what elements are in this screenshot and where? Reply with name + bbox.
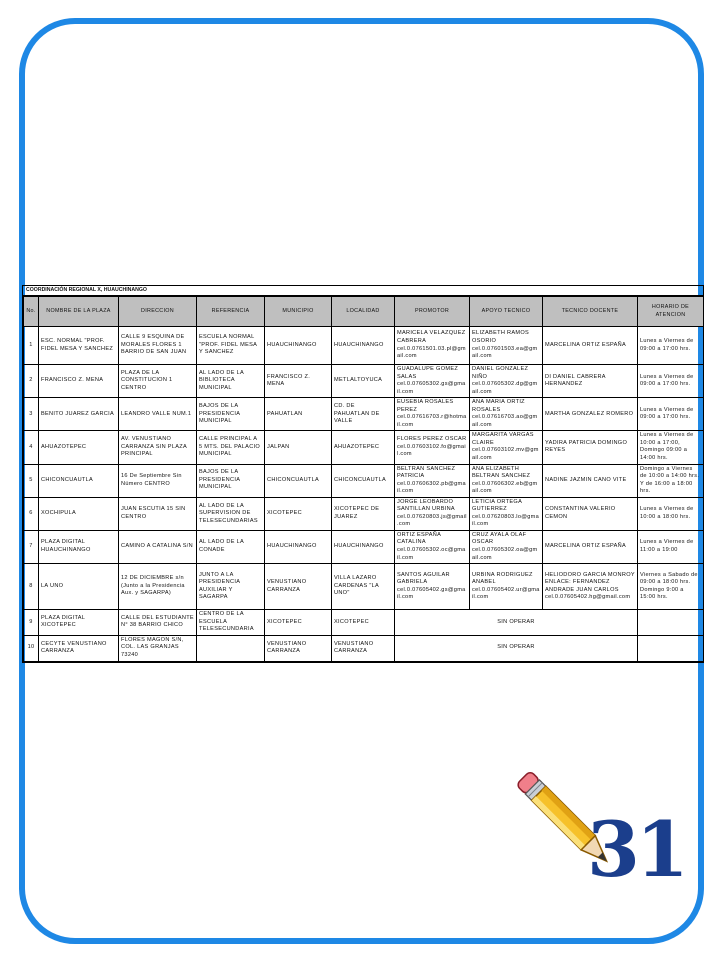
table-cell: JALPAN (265, 431, 332, 464)
table-cell: MARGARITA VARGAS CLAIRE cel.0.07603102.mv@gmail.com (470, 431, 543, 464)
table-row (24, 365, 704, 398)
table-cell: PAHUATLAN (265, 398, 332, 431)
table-cell: DANIEL GONZALEZ NIÑO cel.0.07605302.dg@gmail.com (470, 365, 543, 398)
table-cell: ANA MARIA ORTIZ ROSALES cel.0.07616703.ao@gmail.com (470, 398, 543, 431)
table-cell (638, 635, 704, 661)
plazas-table (23, 296, 704, 662)
table-cell: ESCUELA NORMAL "PROF. FIDEL MESA Y SANCHEZ (197, 327, 265, 365)
table-cell: BELTRAN SANCHEZ PATRICIA cel.0.07606302.pb@gmail.com (395, 464, 470, 497)
table-cell: 1 (24, 327, 39, 365)
table-cell: XOCHIPULA (39, 497, 119, 530)
table-cell: LA UNO (39, 564, 119, 610)
table-row (24, 610, 704, 636)
table-cell: CHICONCUAUTLA (332, 464, 395, 497)
table-header-row (24, 297, 704, 327)
col-header: TECNICO DOCENTE (543, 297, 638, 327)
table-cell: BAJOS DE LA PRESIDENCIA MUNICIPAL (197, 464, 265, 497)
table-cell: VILLA LAZARO CARDENAS "LA UNO" (332, 564, 395, 610)
table-cell: CONSTANTINA VALERIO CEMON (543, 497, 638, 530)
table-cell: CAMINO A CATALINA S/N (119, 530, 197, 563)
table-cell: Viernes a Sabado de 09:00 a 18:00 hrs. Domingo 9:00 a 15:00 hrs. (638, 564, 704, 610)
table-cell: CD. DE PAHUATLAN DE VALLE (332, 398, 395, 431)
col-header: LOCALIDAD (332, 297, 395, 327)
table-cell: AL LADO DE LA SUPERVISION DE TELESECUNDARIAS (197, 497, 265, 530)
table-row (24, 398, 704, 431)
table-cell: ESC. NORMAL "PROF. FIDEL MESA Y SANCHEZ (39, 327, 119, 365)
table-cell: Lunes a Viernes de 11:00 a 19:00 (638, 530, 704, 563)
table-cell: FLORES MAGON S/N, COL. LAS GRANJAS 73240 (119, 635, 197, 661)
page-number: 31 (587, 805, 685, 894)
table-cell: Lunes a Viernes de 09:00 a 17:00 hrs. (638, 398, 704, 431)
col-header: PROMOTOR (395, 297, 470, 327)
table-cell: 10 (24, 635, 39, 661)
table-cell: MARCELINA ORTIZ ESPAÑA (543, 530, 638, 563)
table-cell: YADIRA PATRICIA DOMINGO REYES (543, 431, 638, 464)
table-cell: SANTOS AGUILAR GABRIELA cel.0.07605402.gs@gmail.com (395, 564, 470, 610)
table-row (24, 497, 704, 530)
table-cell: CRUZ AYALA OLAF OSCAR cel.0.07605302.oa@gmail.com (470, 530, 543, 563)
table-cell: Lunes a Viernes de 10:00 a 17:00, Domingo 09:00 a 14:00 hrs. (638, 431, 704, 464)
table-cell: LEANDRO VALLE NUM.1 (119, 398, 197, 431)
table-cell: Lunes a Viernes de 10:00 a 18:00 hrs. (638, 497, 704, 530)
table-cell: HUAUCHINANGO (265, 327, 332, 365)
table-row (24, 564, 704, 610)
table-cell: ELIZABETH RAMOS OSORIO cel.0.07601503.ea@gmail.com (470, 327, 543, 365)
table-cell: DI DANIEL CABRERA HERNANDEZ (543, 365, 638, 398)
region-title: COORDINACIÓN REGIONAL X, HUAUCHINANGO (23, 286, 703, 296)
table-cell: XICOTEPEC (332, 610, 395, 636)
table-cell: METLALTOYUCA (332, 365, 395, 398)
table-cell: FRANCISCO Z. MENA (39, 365, 119, 398)
table-cell: PLAZA DIGITAL HUAUCHINANGO (39, 530, 119, 563)
table-cell: SIN OPERAR (395, 610, 638, 636)
table-cell: HUAUCHINANGO (265, 530, 332, 563)
table-cell: XICOTEPEC (265, 610, 332, 636)
table-cell: PLAZA DE LA CONSTITUCION 1 CENTRO (119, 365, 197, 398)
table-cell: AV. VENUSTIANO CARRANZA SIN PLAZA PRINCIPAL (119, 431, 197, 464)
table-cell: BAJOS DE LA PRESIDENCIA MUNICIPAL (197, 398, 265, 431)
table-cell: MARICELA VELAZQUEZ CABRERA cel.0.0761501.03.pl@gmail.com (395, 327, 470, 365)
table-row (24, 327, 704, 365)
table-cell (638, 610, 704, 636)
table-cell: AL LADO DE LA CONADE (197, 530, 265, 563)
table-cell: Domingo a Viernes de 10:00 a 14:00 hrs. Y de 16:00 a 18:00 hrs. (638, 464, 704, 497)
col-header: HORARIO DE ATENCION (638, 297, 704, 327)
coordination-table-section (22, 285, 704, 663)
table-cell: JUAN ESCUTIA 15 SIN CENTRO (119, 497, 197, 530)
table-cell: GUADALUPE GOMEZ SALAS cel.0.07605302.gs@gmail.com (395, 365, 470, 398)
table-cell: HUAUCHINANGO (332, 530, 395, 563)
table-cell: AL LADO DE LA BIBLIOTECA MUNICIPAL (197, 365, 265, 398)
table-row (24, 530, 704, 563)
table-cell: EUSEBIA ROSALES PEREZ cel.0.07616703.r@hotmail.com (395, 398, 470, 431)
table-cell: VENUSTIANO CARRANZA (265, 564, 332, 610)
table-cell: FRANCISCO Z. MENA (265, 365, 332, 398)
table-cell: 12 DE DICIEMBRE s/n (Junto a la Presidencia Aux. y SAGARPA) (119, 564, 197, 610)
table-cell: CECYTE VENUSTIANO CARRANZA (39, 635, 119, 661)
table-cell: 4 (24, 431, 39, 464)
table-cell: 8 (24, 564, 39, 610)
table-cell: FLORES PEREZ OSCAR cel.0.07603102.fo@gmail.com (395, 431, 470, 464)
col-header: REFERENCIA (197, 297, 265, 327)
table-cell: CENTRO DE LA ESCUELA TELESECUNDARIA (197, 610, 265, 636)
table-cell: CALLE 9 ESQUINA DE MORALES FLORES 1 BARRIO DE SAN JUAN (119, 327, 197, 365)
table-cell: Lunes a Viernes de 09:00 a 17:00 hrs. (638, 327, 704, 365)
table-cell: PLAZA DIGITAL XICOTEPEC (39, 610, 119, 636)
table-cell: 16 De Septiembre Sin Número CENTRO (119, 464, 197, 497)
table-cell: 3 (24, 398, 39, 431)
table-cell: URBINA RODRIGUEZ ANABEL cel.0.07605402.ur@gmail.com (470, 564, 543, 610)
table-cell: CHICONCUAUTLA (39, 464, 119, 497)
table-cell: AHUAZOTEPEC (332, 431, 395, 464)
table-cell: XICOTEPEC DE JUAREZ (332, 497, 395, 530)
table-cell: MARTHA GONZALEZ ROMERO (543, 398, 638, 431)
table-cell: Lunes a Viernes de 09:00 a 17:00 hrs. (638, 365, 704, 398)
table-cell: XICOTEPEC (265, 497, 332, 530)
table-cell: CALLE PRINCIPAL A 5 MTS. DEL PALACIO MUNICIPAL (197, 431, 265, 464)
table-cell: 9 (24, 610, 39, 636)
col-header: DIRECCION (119, 297, 197, 327)
table-cell: NADINE JAZMIN CANO VITE (543, 464, 638, 497)
col-header: No. (24, 297, 39, 327)
table-cell: JUNTO A LA PRESIDENCIA AUXILIAR Y SAGARPA (197, 564, 265, 610)
table-cell: LETICIA ORTEGA GUTIERREZ cel.0.07620803.lo@gmail.com (470, 497, 543, 530)
table-cell: ANA ELIZABETH BELTRAN SANCHEZ cel.0.07606302.eb@gmail.com (470, 464, 543, 497)
table-row (24, 431, 704, 464)
table-cell: ORTIZ ESPAÑA CATALINA cel.0.07605302.oc@gmail.com (395, 530, 470, 563)
col-header: MUNICIPIO (265, 297, 332, 327)
table-cell: AHUAZOTEPEC (39, 431, 119, 464)
table-cell: BENITO JUAREZ GARCIA (39, 398, 119, 431)
table-row (24, 464, 704, 497)
table-cell: VENUSTIANO CARRANZA (265, 635, 332, 661)
table-cell: HELIODORO GARCIA MONROY ENLACE: FERNANDEZ ANDRADE JUAN CARLOS cel.0.07605402.hg@gmail.com (543, 564, 638, 610)
table-cell: CALLE DEL ESTUDIANTE N° 38 BARRIO CHICO (119, 610, 197, 636)
table-row (24, 635, 704, 661)
table-cell: 6 (24, 497, 39, 530)
table-cell: JORGE LEOBARDO SANTILLAN URBINA cel.0.07620803.js@gmail.com (395, 497, 470, 530)
table-cell: 7 (24, 530, 39, 563)
col-header: APOYO TECNICO (470, 297, 543, 327)
table-cell: HUAUCHINANGO (332, 327, 395, 365)
col-header: NOMBRE DE LA PLAZA (39, 297, 119, 327)
table-cell: SIN OPERAR (395, 635, 638, 661)
table-cell: 5 (24, 464, 39, 497)
table-cell: 2 (24, 365, 39, 398)
table-cell: CHICONCUAUTLA (265, 464, 332, 497)
table-cell: VENUSTIANO CARRANZA (332, 635, 395, 661)
table-cell (197, 635, 265, 661)
table-cell: MARCELINA ORTIZ ESPAÑA (543, 327, 638, 365)
